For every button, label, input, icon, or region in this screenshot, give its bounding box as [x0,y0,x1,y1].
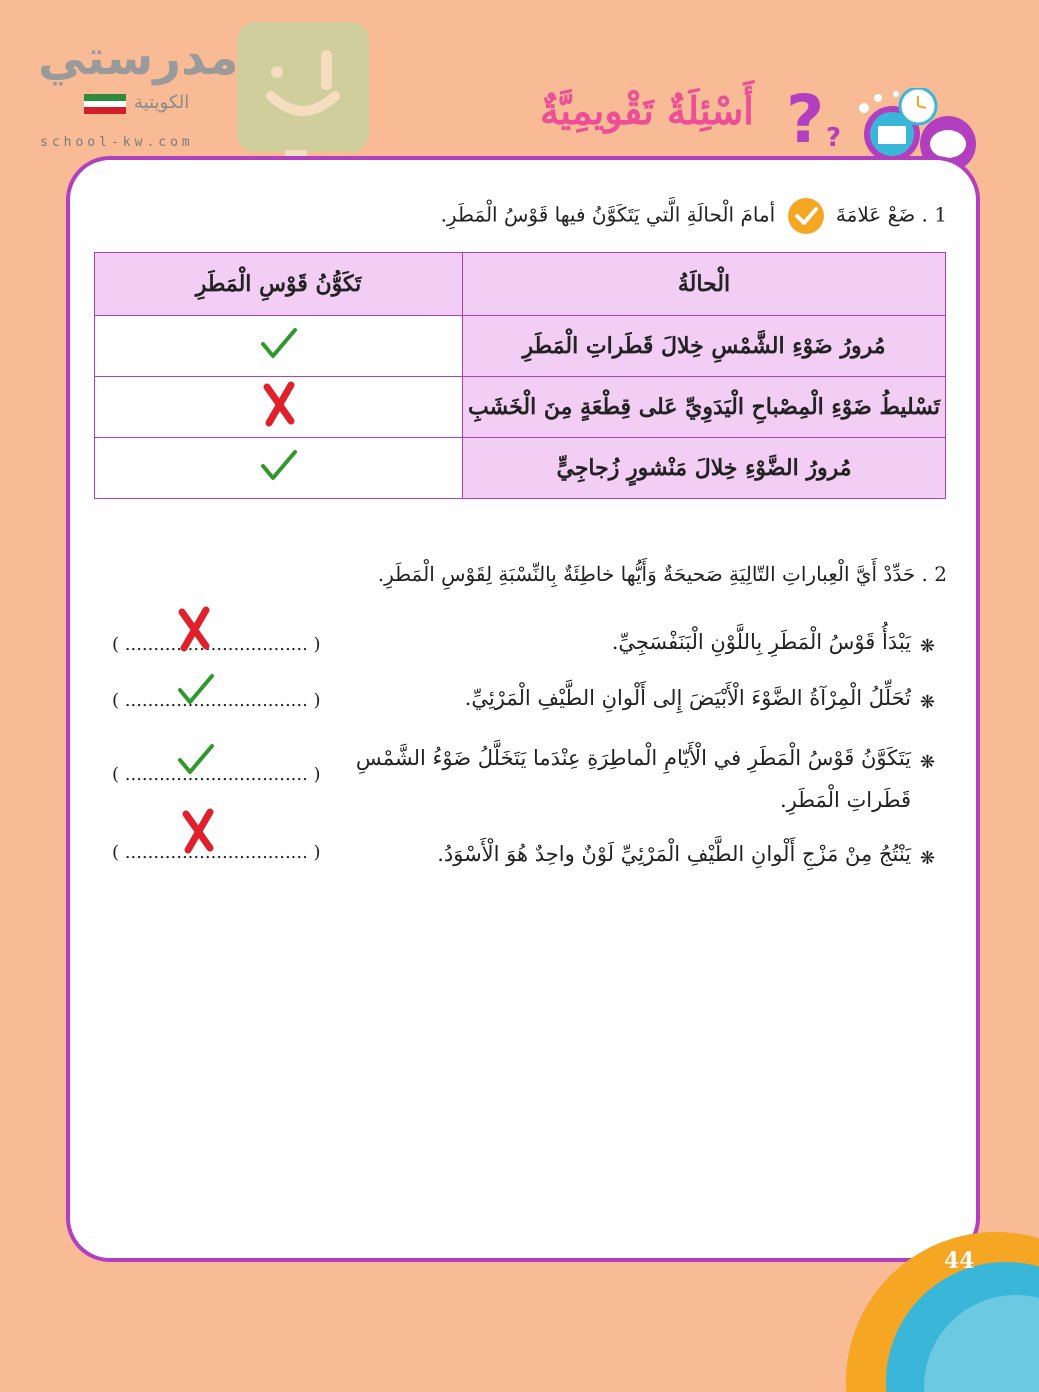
bullet-icon: ❋ [919,692,935,713]
logo-subtitle: الكويتية [134,92,190,113]
table-header-formation: تَكَوُّنُ قَوْسِ الْمَطَرِ [95,253,463,316]
table-header-case: الْحالَةُ [463,253,946,316]
statement-1: يَبْدَأُ قَوْسُ الْمَطَرِ بِاللَّوْنِ الْبَنَفْسَجِيِّ. [611,630,911,654]
table-cell-answer[interactable] [95,438,463,499]
table-header-row [95,253,946,316]
answer-blank-3[interactable]: ( ................................ ) [112,764,321,785]
question-1 [441,198,947,234]
statement-3-line-1: يَتَكَوَّنُ قَوْسُ الْمَطَرِ في الْأَيّامِ الْماطِرَةِ عِنْدَما يَتَخَلَّلُ ضَوْءُ الشَّمْسِ [355,746,911,770]
table-row [95,377,946,438]
check-mark-icon [176,672,216,706]
check-badge-icon [788,198,824,234]
check-mark-icon [259,448,299,482]
table-cell-case: تَسْليطُ ضَوْءِ الْمِصْباحِ الْيَدَوِيِّ عَلى قِطْعَةٍ مِنَ الْخَشَبِ [463,377,946,438]
book-icon [878,126,906,144]
kuwait-flag-icon [84,94,126,114]
logo-name: مدرستي [38,30,239,86]
logo-url: school-kw.com [40,135,194,150]
page-number: 44 [944,1248,975,1274]
cross-mark-icon [180,808,216,854]
question-mark-icon [786,84,844,154]
table-cell-answer[interactable] [95,377,463,438]
cross-mark-icon [176,606,212,652]
page-corner-decoration [826,1232,1039,1392]
question-1-text-before: 1 . ضَعْ عَلامَةَ [835,202,947,227]
question-1-text-after: أمامَ الْحالَةِ الَّتي يَتَكَوَّنُ فيها قَوْسُ الْمَطَرِ. [440,202,776,227]
statement-3-line-2: قَطَراتِ الْمَطَرِ. [780,788,911,812]
bullet-icon: ❋ [919,636,935,657]
rainbow-table [94,252,946,499]
cross-mark-icon [261,381,297,427]
table-row [95,438,946,499]
question-2: 2 . حَدِّدْ أَيَّ الْعِباراتِ التّالِيَةِ صَحيحَةٌ وَأَيُّها خاطِئَةٌ بِالنِّسْبَةِ لِقَوْسِ الْمَطَرِ. [377,562,947,586]
check-mark-icon [176,742,216,776]
logo-mark [237,22,369,152]
page-title: أَسْئِلَةٌ تَقْويمِيَّةٌ [540,88,754,133]
answer-blank-2[interactable]: ( ................................ ) [112,690,321,711]
svg-text:?: ? [826,123,842,153]
table-cell-answer[interactable] [95,316,463,377]
statement-4: يَنْتُجُ مِنْ مَزْجِ أَلْوانِ الطَّيْفِ الْمَرْئِيِّ لَوْنٌ واحِدٌ هُوَ الْأَسْوَدُ. [437,842,911,866]
svg-text:?: ? [786,84,825,154]
statement-2: تُحَلِّلُ الْمِرْآةُ الضَّوْءَ الْأَبْيَضَ إِلى أَلْوانِ الطَّيْفِ الْمَرْئِيِّ. [464,686,911,710]
check-mark-icon [259,326,299,360]
answer-blank-1[interactable]: ( ................................ ) [112,634,321,655]
table-cell-case: مُرورُ الضَّوْءِ خِلالَ مَنْشورٍ زُجاجِيٍّ [463,438,946,499]
bullet-icon: ❋ [919,752,935,773]
answer-blank-4[interactable]: ( ................................ ) [112,842,321,863]
bullet-icon: ❋ [919,848,935,869]
table-row [95,316,946,377]
table-cell-case: مُرورُ ضَوْءِ الشَّمْسِ خِلالَ قَطَراتِ الْمَطَرِ [463,316,946,377]
